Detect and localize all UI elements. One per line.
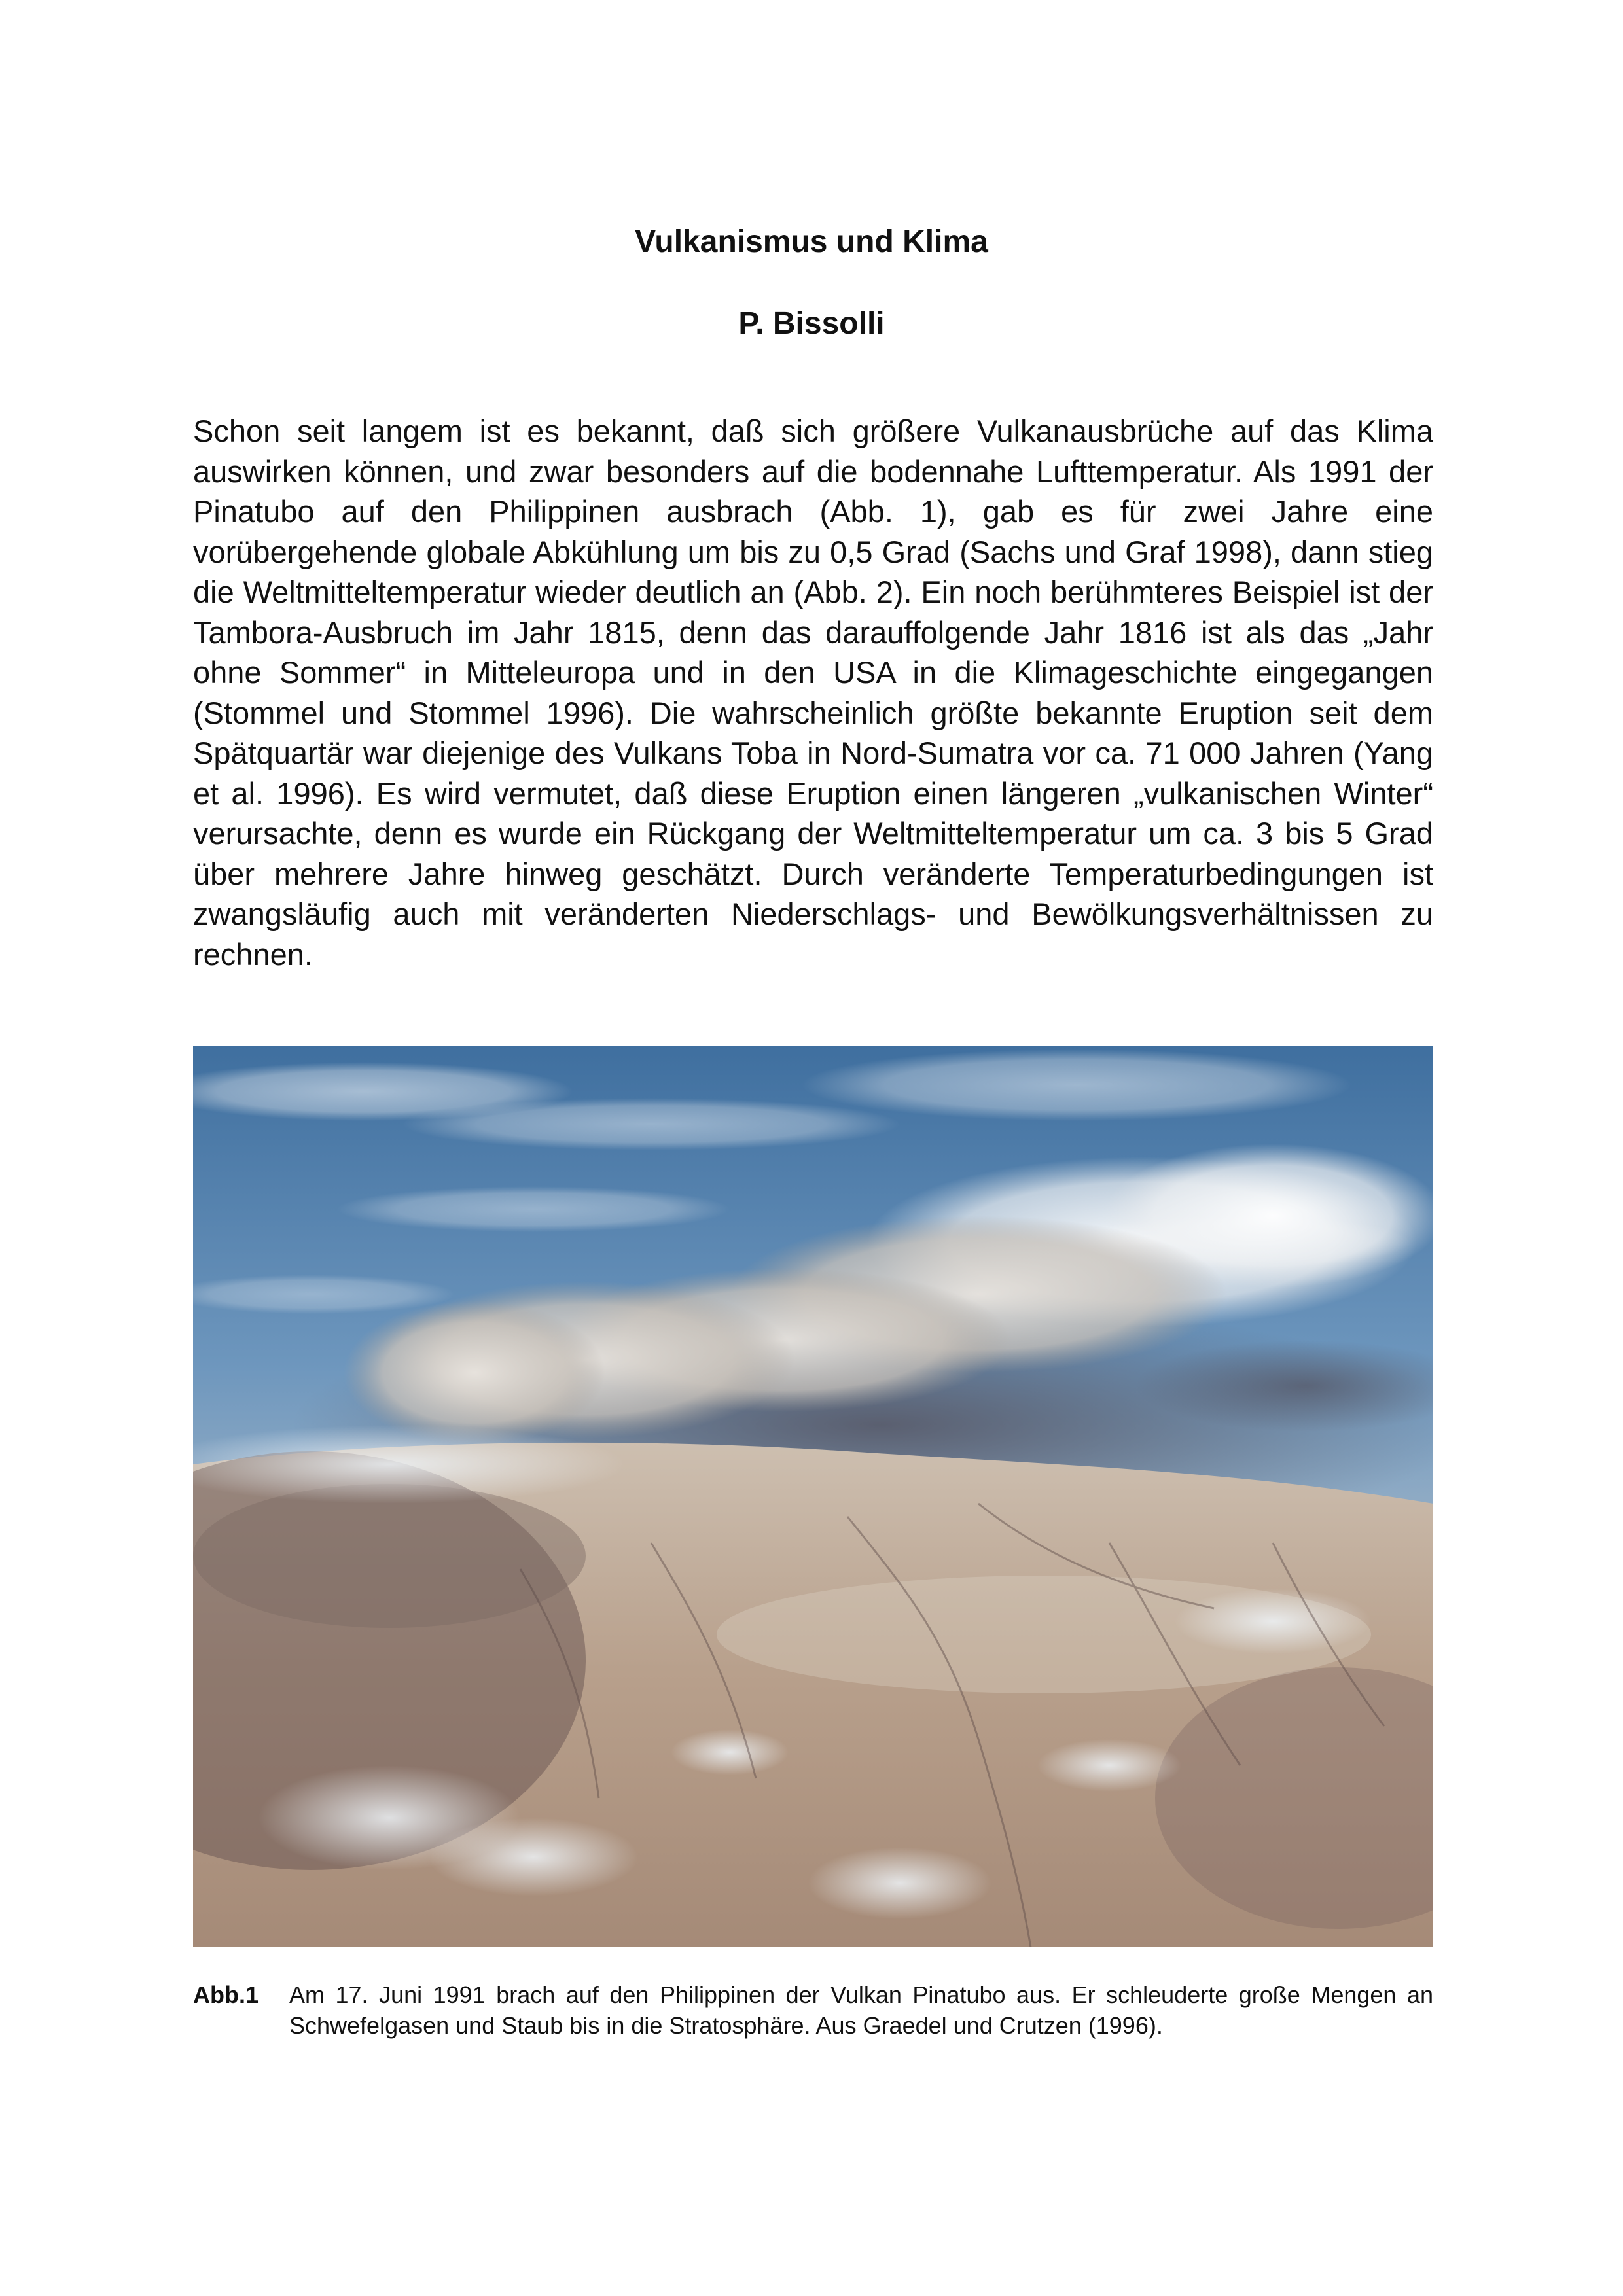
figure-caption-text: Am 17. Juni 1991 brach auf den Philippinen der Vulkan Pinatubo aus. Er schleuderte große Mengen an Schwefelgasen und Staub bis in die Stratosphäre. Aus Graedel und Crutzen (1996). [289, 1981, 1433, 2039]
body-paragraph: Schon seit langem ist es bekannt, daß sich größere Vulkanausbrüche auf das Klima auswirken können, und zwar besonders auf die bodennahe Lufttemperatur. Als 1991 der Pinatubo auf den Philippinen ausbrach (Abb. 1), gab es für zwei Jahre eine vorübergehende globale Abkühlung um bis zu 0,5 Grad (Sachs und Graf 1998), dann stieg die Weltmitteltemperatur wieder deutlich an (Abb. 2). Ein noch berühmteres Beispiel ist der Tambora-Ausbruch im Jahr 1815, denn das darauffolgende Jahr 1816 ist als das „Jahr ohne Sommer“ in Mitteleuropa und in den USA in die Klimageschichte eingegangen (Stommel und Stommel 1996). Die wahrscheinlich größte bekannte Eruption seit dem Spätquartär war diejenige des Vulkans Toba in Nord-Sumatra vor ca. 71 000 Jahren (Yang et al. 1996). Es wird vermutet, daß diese Eruption einen längeren „vulkanischen Winter“ verursachte, denn es wurde ein Rückgang der Weltmitteltemperatur um ca. 3 bis 5 Grad über mehrere Jahre hinweg geschätzt. Durch veränderte Temperaturbedingungen ist zwangsläufig auch mit veränderten Niederschlags- und Bewölkungsverhältnissen zu rechnen. [193, 414, 1433, 972]
figure-label: Abb.1 [193, 1981, 259, 2008]
pinatubo-eruption-photo [193, 1046, 1433, 1947]
figure-caption [193, 1979, 1433, 2041]
document-title: Vulkanismus und Klima [635, 224, 988, 259]
author-name: P. Bissolli [738, 306, 885, 341]
